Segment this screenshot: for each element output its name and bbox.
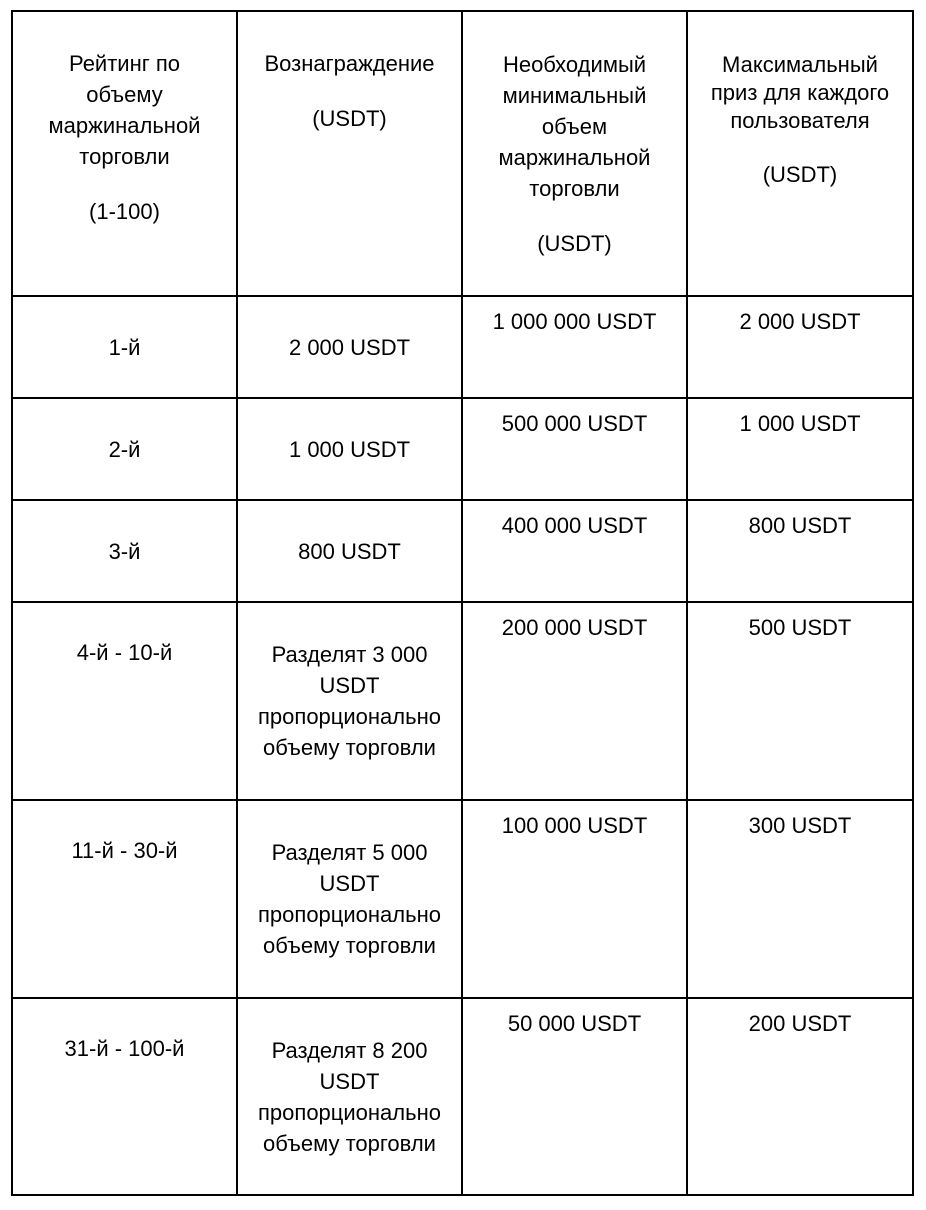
- rank-cell: 31-й - 100-й: [12, 998, 237, 1195]
- header-text-line: маржинальной: [498, 145, 651, 170]
- reward-text-line: Разделят 3 000: [271, 642, 428, 667]
- header-text-line: Рейтинг по: [68, 51, 181, 76]
- header-unit: (USDT): [312, 106, 387, 131]
- table-row: [12, 602, 913, 800]
- table-row: [12, 800, 913, 998]
- reward-text-line: Разделят 8 200: [271, 1037, 428, 1063]
- rewards-table: [11, 10, 914, 1196]
- min-volume-cell: 1 000 000 USDT: [462, 296, 687, 398]
- reward-cell: [237, 602, 462, 800]
- header-text-line: Необходимый: [502, 52, 647, 77]
- table-row: [12, 296, 913, 398]
- max-prize-cell: 1 000 USDT: [687, 398, 913, 500]
- rank-cell: 1-й: [12, 296, 237, 398]
- header-text-line: приз для каждого: [710, 80, 890, 105]
- header-unit: (USDT): [537, 231, 612, 256]
- table-header-row: [12, 11, 913, 296]
- min-volume-cell: 100 000 USDT: [462, 800, 687, 998]
- reward-text-line: USDT: [319, 871, 380, 896]
- header-unit: (1-100): [89, 199, 160, 224]
- min-volume-cell: 500 000 USDT: [462, 398, 687, 500]
- reward-text-line: объему торговли: [263, 735, 436, 760]
- header-reward: [237, 11, 462, 296]
- reward-text-line: 800 USDT: [298, 538, 401, 564]
- reward-text-line: объему торговли: [263, 933, 436, 958]
- min-volume-cell: 400 000 USDT: [462, 500, 687, 602]
- header-text-line: торговли: [79, 144, 170, 169]
- reward-text-line: пропорционально: [258, 1099, 441, 1125]
- rank-cell: 3-й: [12, 500, 237, 602]
- header-min-volume: [462, 11, 687, 296]
- max-prize-cell: 200 USDT: [687, 998, 913, 1195]
- reward-text-line: 2 000 USDT: [288, 334, 411, 360]
- reward-text-line: USDT: [319, 1068, 380, 1094]
- reward-cell: [237, 296, 462, 398]
- reward-text-line: пропорционально: [258, 704, 441, 729]
- table-row: [12, 998, 913, 1195]
- max-prize-cell: 500 USDT: [687, 602, 913, 800]
- reward-text-line: пропорционально: [258, 902, 441, 927]
- max-prize-cell: 300 USDT: [687, 800, 913, 998]
- reward-cell: [237, 500, 462, 602]
- header-unit: (USDT): [762, 162, 838, 187]
- header-text-line: минимальный: [502, 83, 647, 108]
- reward-text-line: объему торговли: [263, 1130, 436, 1156]
- rank-cell: 4-й - 10-й: [12, 602, 237, 800]
- reward-text-line: Разделят 5 000: [271, 840, 428, 865]
- reward-cell: [237, 398, 462, 500]
- rank-cell: 11-й - 30-й: [12, 800, 237, 998]
- header-max-prize: [687, 11, 913, 296]
- reward-cell: [237, 998, 462, 1195]
- header-text-line: объему: [86, 82, 163, 107]
- max-prize-cell: 2 000 USDT: [687, 296, 913, 398]
- reward-text-line: 1 000 USDT: [288, 436, 411, 462]
- header-text-line: маржинальной: [48, 113, 201, 138]
- header-rank: [12, 11, 237, 296]
- reward-text-line: USDT: [319, 673, 380, 698]
- min-volume-cell: 50 000 USDT: [462, 998, 687, 1195]
- table-row: [12, 500, 913, 602]
- header-text-line: Вознаграждение: [264, 51, 435, 76]
- header-text-line: Максимальный: [722, 52, 878, 77]
- max-prize-cell: 800 USDT: [687, 500, 913, 602]
- min-volume-cell: 200 000 USDT: [462, 602, 687, 800]
- header-text-line: пользователя: [730, 108, 870, 133]
- reward-cell: [237, 800, 462, 998]
- header-text-line: торговли: [529, 176, 620, 201]
- rank-cell: 2-й: [12, 398, 237, 500]
- header-text-line: объем: [541, 114, 608, 139]
- table-row: [12, 398, 913, 500]
